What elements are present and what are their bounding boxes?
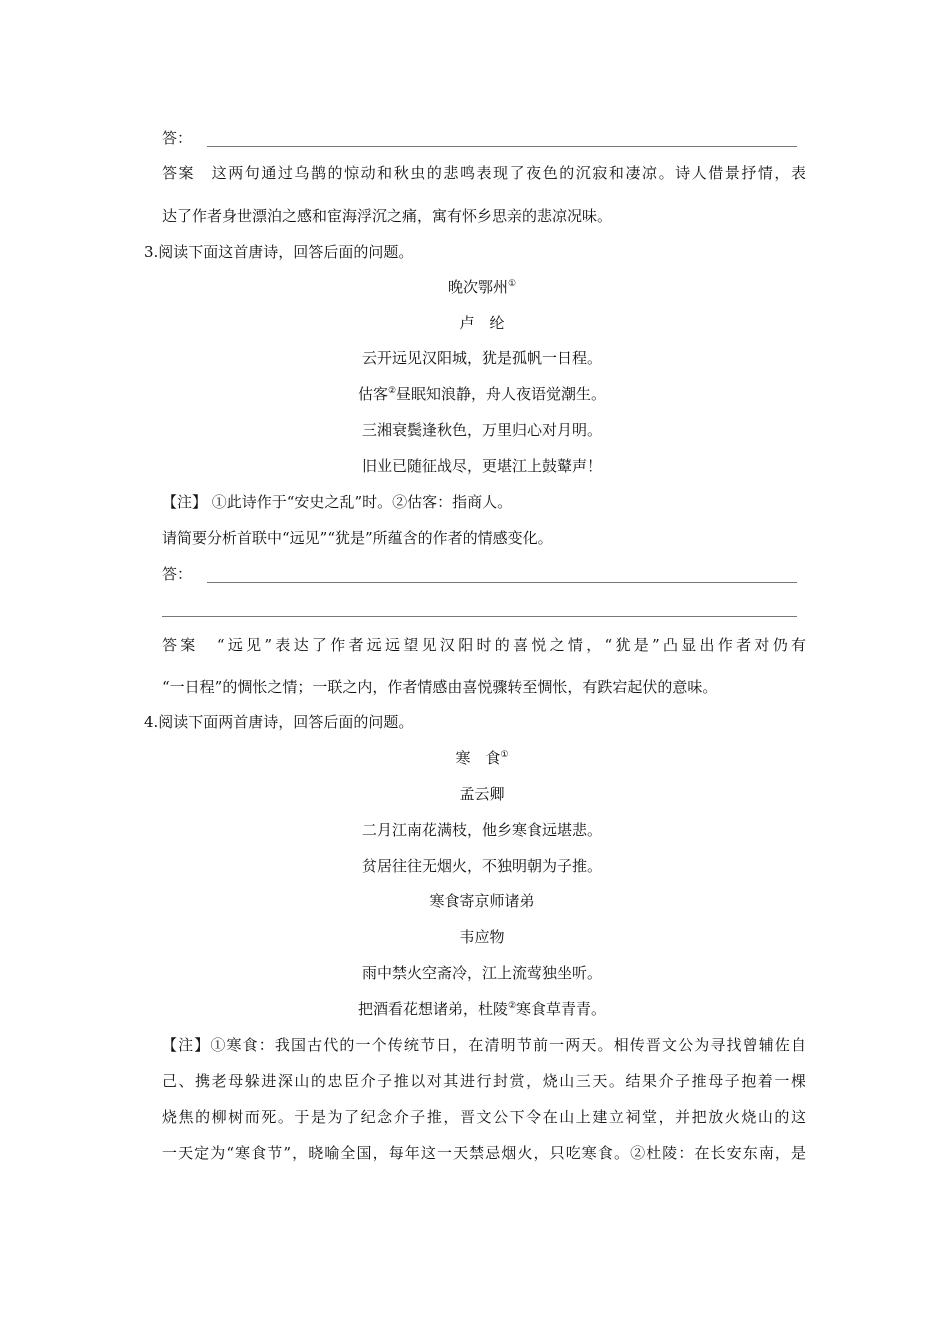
q4-poem1-title (0, 748, 950, 768)
q4-note-line-1: 【注】①寒食：我国古代的一个传统节日，在清明节前一两天。相传晋文公为寻找曾辅佐自 (162, 1036, 806, 1054)
q3-prompt: 3.阅读下面这首唐诗，回答后面的问题。 (144, 243, 414, 261)
footnote-mark: ② (387, 386, 397, 396)
q4-poem1-line-2: 贫居往往无烟火，不独明朝为子推。 (361, 857, 602, 875)
q2-answer-line-2: 达了作者身世漂泊之感和宦海浮沉之痛，寓有怀乡思亲的悲凉况味。 (162, 207, 613, 225)
q4-poem1-line-1: 二月江南花满枝，他乡寒食远堪悲。 (361, 821, 602, 839)
answer-blank-line[interactable] (207, 582, 797, 583)
q4-note-line-3: 烧焦的柳树而死。于是为了纪念介子推，晋文公下令在山上建立祠堂，并把放火烧山的这 (162, 1108, 806, 1126)
footnote-mark: ② (507, 1001, 517, 1011)
q3-poem-line-2 (0, 384, 950, 404)
q4-poem2-poet: 韦应物 (459, 928, 505, 946)
q3-question: 请简要分析首联中“远见”“犹是”所蕴含的作者的情感变化。 (162, 529, 553, 547)
q3-poem-line-2b: 昼眠知浪静，舟人夜语觉潮生。 (396, 385, 607, 403)
q4-poem2-line-2 (0, 999, 950, 1019)
q4-prompt: 4.阅读下面两首唐诗，回答后面的问题。 (144, 713, 414, 731)
answer-label: 答： (162, 565, 193, 583)
q4-poem2-title: 寒食寄京师诸弟 (429, 892, 535, 910)
answer-blank-line[interactable] (207, 146, 797, 147)
q4-note-line-4: 一天定为“寒食节”，晓喻全国，每年这一天禁忌烟火，只吃寒食。②杜陵：在长安东南，是 (162, 1144, 806, 1162)
q3-poem-line-1: 云开远见汉阳城，犹是孤帆一日程。 (361, 349, 602, 367)
q4-poem2-line-2a: 把酒看花想诸弟，杜陵 (357, 1000, 508, 1018)
q4-poem1-poet: 孟云卿 (459, 785, 505, 803)
q3-answer-line-1: 答案 “远见”表达了作者远远望见汉阳时的喜悦之情，“犹是”凸显出作者对仍有 (162, 636, 806, 654)
q3-poem-line-3: 三湘衰鬓逢秋色，万里归心对月明。 (361, 421, 602, 439)
q4-poem1-title-text: 寒 食 (455, 749, 501, 767)
q3-poem-line-4: 旧业已随征战尽，更堪江上鼓鼙声！ (361, 457, 602, 475)
q2-answer-line-1: 答案 这两句通过乌鹊的惊动和秋虫的悲鸣表现了夜色的沉寂和凄凉。诗人借景抒情，表 (162, 164, 806, 182)
footnote-mark: ① (500, 750, 509, 760)
q3-poem-line-2a: 估客 (357, 385, 388, 403)
q3-poem-title (0, 277, 950, 297)
q4-note-line-2: 己、携老母躲进深山的忠臣介子推以对其进行封赏，烧山三天。结果介子推母子抱着一棵 (162, 1072, 806, 1090)
answer-label: 答： (162, 129, 193, 147)
q4-poem2-line-1: 雨中禁火空斋冷，江上流莺独坐听。 (361, 964, 602, 982)
footnote-mark: ① (507, 279, 517, 289)
q3-answer-line-2: “一日程”的惆怅之情；一联之内，作者情感由喜悦骤转至惆怅，有跌宕起伏的意味。 (162, 678, 718, 696)
answer-blank-line[interactable] (162, 616, 797, 617)
q3-poet: 卢 纶 (459, 314, 505, 332)
q4-poem2-line-2b: 寒食草青青。 (516, 1000, 607, 1018)
q3-note: 【注】 ①此诗作于“安史之乱”时。②估客：指商人。 (162, 493, 513, 511)
q3-poem-title-text: 晚次鄂州 (447, 278, 508, 296)
